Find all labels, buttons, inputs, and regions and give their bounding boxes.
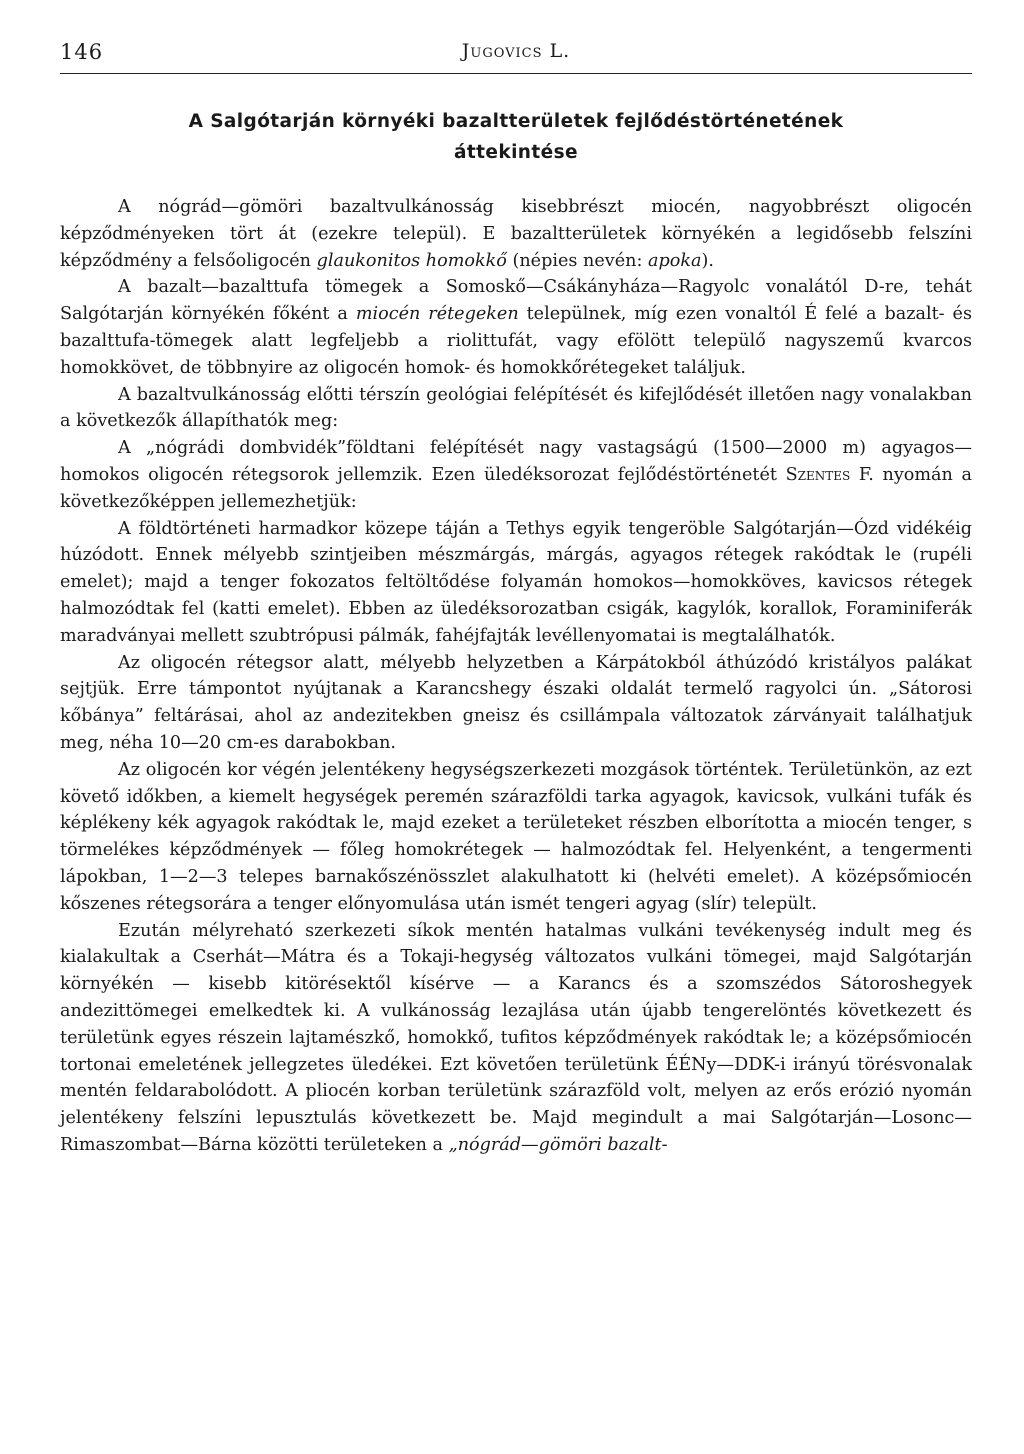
body-text <box>60 194 972 1159</box>
section-title <box>60 106 972 168</box>
paragraph-1-text-3: ). <box>701 250 714 271</box>
paragraph-4 <box>60 435 972 515</box>
paragraph-2-text-2: települnek, míg ezen vonaltól É felé a bazalt- és bazalttufa-tömegek alatt legfeljebb a riolittufát, vagy efölött települő nagyszemű kvarcos homokkövet, de többnyire az oligocén homok- és homokkőrétegeket találjuk. <box>60 304 972 378</box>
paragraph-1 <box>60 194 972 274</box>
paragraph-7: Az oligocén kor végén jelentékeny hegységszerkezeti mozgások történtek. Területünkön, az ezt követő időkben, a kiemelt hegységek peremén szárazföldi tarka agyagok, kavicsok, vulkáni tufák és képlékeny kék agyagok rakódtak le, majd ezeket a területeket részben elborította a miocén tenger, s törmelékes képződmények — főleg homokrétegek — halmozódtak fel. Helyenként, a tengermenti lápokban, 1—2—3 telepes barnakőszénösszlet alakulhatott ki (helvéti emelet). A középsőmiocén kőszenes rétegsorára a tenger előnyomulása után ismét tengeri agyag (slír) települt. <box>60 759 972 914</box>
paragraph-1-text-2: (népies nevén: <box>506 250 648 271</box>
author-name: Szentes <box>785 464 851 485</box>
paragraph-2-italic: miocén rétegeken <box>355 304 519 325</box>
paragraph-6: Az oligocén rétegsor alatt, mélyebb helyzetben a Kárpátokból áthúzódó kristályos palákat sejtjük. Erre támpontot nyújtanak a Karancshegy északi oldalát termelő ragyolci ún. „Sátorosi kőbánya” feltárásai, ahol az andezitekben gneisz és csillámpala változatok zárványait találhatjuk meg, néha 10—20 cm-es darabokban. <box>60 652 972 753</box>
paragraph-1-italic-2: apoka <box>647 250 702 271</box>
page-number: 146 <box>60 40 104 64</box>
paragraph-1-italic: glaukonitos homokkő <box>316 250 507 271</box>
paragraph-2 <box>60 274 972 381</box>
paragraph-4-text-2: F. nyomán a következőképpen jellemezhetjük: <box>60 464 972 512</box>
paragraph-5: A földtörténeti harmadkor közepe táján a Tethys egyik tengeröble Salgótarján—Ózd vidékéig húzódott. Ennek mélyebb szintjeiben mészmárgás, márgás, agyagos rétegek rakódtak le (rupéli emelet); majd a tenger fokozatos feltöltődése folyamán homokos—homokköves, kavicsos rétegek halmozódtak fel (katti emelet). Ebben az üledéksorozatban csigák, kagylók, korallok, Foraminiferák maradványai mellett szubtrópusi pálmák, fahéjfajták levéllenyomatai is megtalálhatók. <box>60 518 972 646</box>
paragraph-1-text: A nógrád—gömöri bazaltvulkánosság kisebbrészt miocén, nagyobbrészt oligocén képződményeken tört át (ezekre települ). E bazaltterületek környékén a legidősebb felszíni képződmény a felsőoligocén <box>60 197 972 271</box>
paragraph-8 <box>60 918 972 1159</box>
running-head: Jugovics L. <box>461 40 571 62</box>
header-rule <box>60 73 972 74</box>
paragraph-4-text: A „nógrádi dombvidék”földtani felépítését nagy vastagságú (1500—2000 m) agyagos—homokos oligocén rétegsorok jellemzik. Ezen üledéksorozat fejlődéstörténetét <box>60 438 972 485</box>
section-title-line-1: A Salgótarján környéki bazaltterületek fejlődéstörténetének <box>188 111 844 132</box>
page-header <box>60 40 972 74</box>
section-title-line-2: áttekintése <box>454 142 578 163</box>
paragraph-2-text: A bazalt—bazalttufa tömegek a Somoskő—Csákányháza—Ragyolc vonalától D-re, tehát Salgótarján környékén főként a <box>60 277 972 325</box>
paragraph-3: A bazaltvulkánosság előtti térszín geológiai felépítését és kifejlődését illetően nagy vonalakban a következők állapíthatók meg: <box>60 384 972 432</box>
paragraph-8-text: Ezután mélyreható szerkezeti síkok mentén hatalmas vulkáni tevékenység indult meg és kialakultak a Cserhát—Mátra és a Tokaji-hegység változatos vulkáni tömegei, majd Salgótarján környékén — kisebb kitörésektől kísérve — a Karancs és a szomszédos Sátoroshegyek andezittömegei emelkedtek ki. A vulkánosság lezajlása után újabb tengerelöntés következett és területünk egyes részein lajtamészkő, homokkő, tufitos képződmények rakódtak le; a középsőmiocén tortonai emeletének jellegzetes üledékei. Ezt követően területünk ÉÉNy—DDK-i irányú törésvonalak mentén feldarabolódott. A pliocén korban területünk szárazföld volt, melyen az erős erózió nyomán jelentékeny felszíni lepusztulás következett be. Majd megindult a mai Salgótarján—Losonc—Rimaszombat—Bárna közötti területeken a <box>60 920 972 1155</box>
paragraph-8-italic: „nógrád—gömöri bazalt- <box>448 1134 668 1155</box>
